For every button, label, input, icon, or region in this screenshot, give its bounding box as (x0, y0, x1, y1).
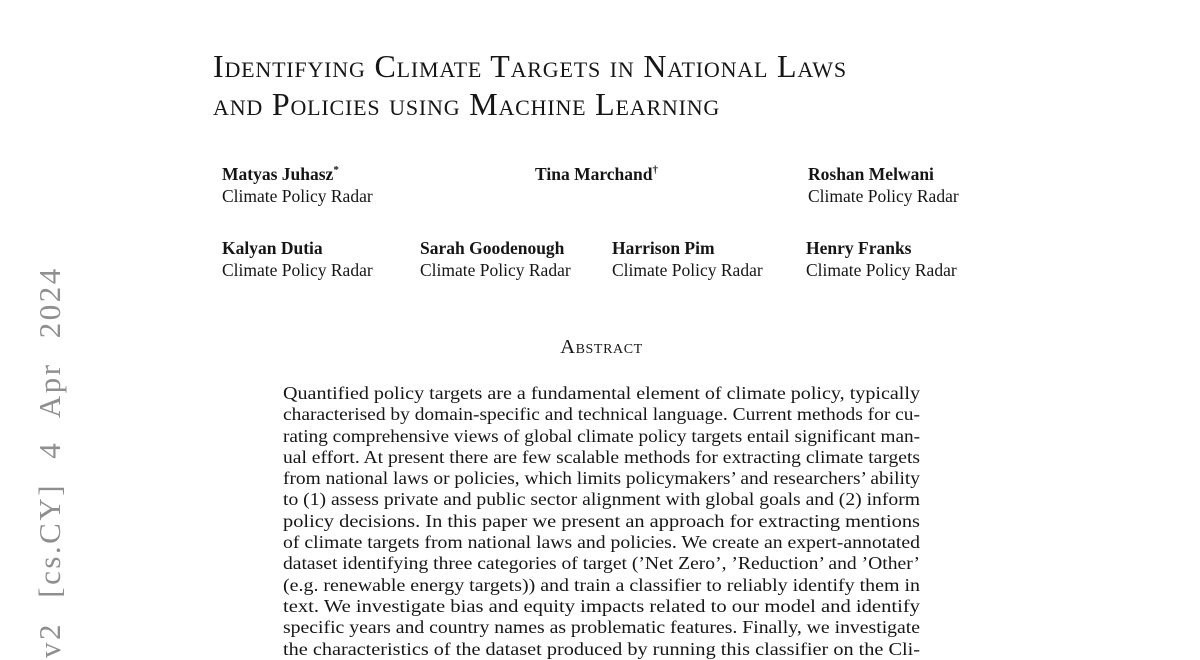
author-name-text: Matyas Juhasz (222, 163, 334, 184)
abstract-line (283, 468, 920, 489)
abstract-line-text: specific years and country names as problematic features. Finally, we investigate (283, 617, 920, 638)
abstract-line-text: to (1) assess private and public sector alignment with global goals and (2) inform (283, 489, 920, 510)
abstract-line (283, 596, 920, 617)
author-block (420, 238, 571, 280)
author-name: Kalyan Dutia (222, 238, 323, 258)
abstract-line (283, 426, 920, 447)
author-block (222, 160, 373, 206)
author-affiliation: Climate Policy Radar (806, 260, 957, 280)
abstract-line (283, 532, 920, 553)
author-block (612, 238, 763, 280)
paper-title-line1: Identifying Climate Targets in National Laws (213, 48, 847, 84)
abstract-line-text: policy decisions. In this paper we present an approach for extracting mentions (283, 510, 920, 531)
abstract-line (283, 404, 920, 425)
author-name: Henry Franks (806, 238, 912, 258)
author-affiliation: Climate Policy Radar (222, 260, 373, 280)
abstract-line (283, 575, 920, 596)
abstract-line-text: dataset identifying three categories of target (’Net Zero’, ’Reduction’ and ’Other’ (283, 553, 920, 574)
author-name-text: Roshan Melwani (808, 163, 934, 184)
abstract-line-partial (283, 639, 920, 660)
abstract-line-text: ual effort. At present there are few scalable methods for extracting climate targets (283, 446, 920, 467)
author-name (222, 160, 373, 184)
abstract-line-text: the characteristics of the dataset produced by running this classifier on the Cli- (283, 638, 920, 659)
abstract-line-text: (e.g. renewable energy targets)) and train a classifier to reliably identify them in (283, 574, 920, 595)
abstract-line-text: rating comprehensive views of global climate policy targets entail significant man- (283, 425, 920, 446)
abstract-line-text: Quantified policy targets are a fundamental element of climate policy, typically (283, 383, 920, 403)
author-name-text: Tina Marchand (535, 163, 653, 184)
abstract-line (283, 617, 920, 638)
author-block (806, 238, 957, 280)
abstract-line-text: characterised by domain-specific and technical language. Current methods for cu- (283, 404, 920, 425)
author-block (808, 160, 959, 206)
author-block (222, 238, 373, 280)
footnote-marker: * (333, 164, 339, 176)
author-affiliation: Climate Policy Radar (222, 185, 373, 206)
abstract-line (283, 447, 920, 468)
author-name (808, 160, 959, 184)
abstract-line (283, 511, 920, 532)
abstract-line-text: from national laws or policies, which limits policymakers’ and researchers’ ability (283, 468, 920, 489)
author-affiliation: Climate Policy Radar (808, 185, 959, 206)
abstract-line (283, 553, 920, 574)
footnote-marker: † (652, 164, 659, 176)
abstract-line (283, 383, 920, 404)
abstract-heading: Abstract (560, 336, 643, 358)
author-affiliation: Climate Policy Radar (612, 260, 763, 280)
abstract-line (283, 489, 920, 510)
paper-title-line2: and Policies using Machine Learning (213, 86, 721, 122)
author-name: Sarah Goodenough (420, 238, 565, 258)
author-name (535, 160, 658, 184)
abstract-body (283, 383, 920, 660)
author-name: Harrison Pim (612, 238, 715, 258)
abstract-line-text: of climate targets from national laws and policies. We create an expert-annotated (283, 532, 920, 553)
author-block (535, 160, 658, 186)
abstract-line-text: text. We investigate bias and equity impacts related to our model and identify (283, 595, 920, 616)
author-affiliation: Climate Policy Radar (420, 260, 571, 280)
arxiv-stamp (24, 0, 80, 658)
arxiv-stamp-text: v2 [cs.CY] 4 Apr 2024 (32, 266, 67, 658)
